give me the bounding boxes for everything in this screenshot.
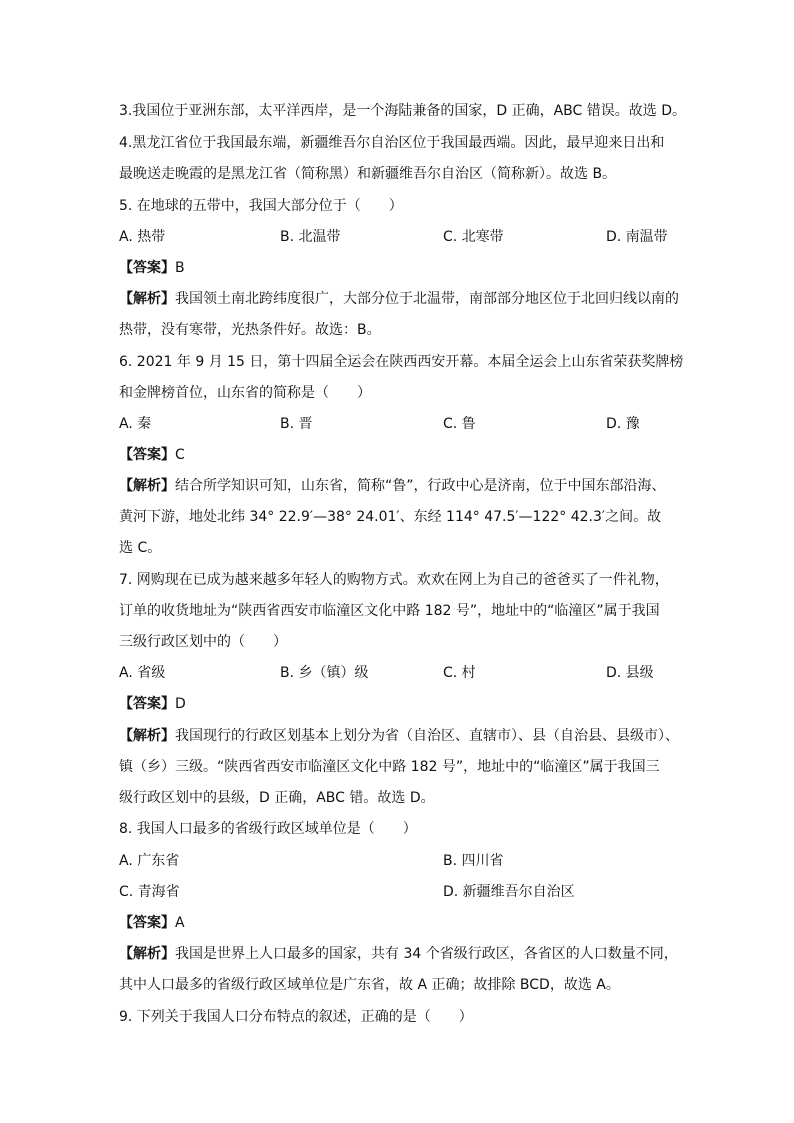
option-d: D. 县级 bbox=[606, 665, 654, 681]
option-c: C. 村 bbox=[443, 665, 476, 681]
analysis-line bbox=[119, 289, 679, 309]
option-a: A. 广东省 bbox=[119, 853, 180, 869]
analysis-label: 【解析】 bbox=[119, 478, 175, 494]
analysis-line bbox=[119, 944, 678, 964]
analysis-line bbox=[119, 476, 666, 496]
answer-line bbox=[119, 258, 185, 278]
analysis-line: 其中人口最多的省级行政区域单位是广东省，故 A 正确；故排除 BCD，故选 A。 bbox=[119, 977, 620, 993]
analysis-line: 黄河下游，地处北纬 34° 22.9′—38° 24.01′、东经 114° 47.5′—122° 42.3′之间。故 bbox=[119, 509, 662, 525]
analysis-text: 结合所学知识可知，山东省，简称“鲁”，行政中心是济南，位于中国东部沿海、 bbox=[175, 478, 666, 494]
question-stem: 7. 网购现在已成为越来越多年轻人的购物方式。欢欢在网上为自己的爸爸买了一件礼物， bbox=[119, 572, 669, 588]
option-b: B. 四川省 bbox=[443, 853, 504, 869]
option-d: D. 新疆维吾尔自治区 bbox=[443, 884, 575, 900]
option-d: D. 南温带 bbox=[606, 229, 668, 245]
question-stem: 5. 在地球的五带中，我国大部分位于（ ） bbox=[119, 198, 403, 214]
analysis-line: 最晚送走晚霞的是黑龙江省（简称黑）和新疆维吾尔自治区（简称新）。故选 B。 bbox=[119, 166, 617, 182]
option-a: A. 秦 bbox=[119, 416, 152, 432]
analysis-text: 我国是世界上人口最多的国家，共有 34 个省级行政区，各省区的人口数量不同， bbox=[175, 946, 678, 962]
answer-value: D bbox=[175, 696, 186, 712]
answer-value: A bbox=[175, 915, 185, 931]
question-stem: 6. 2021 年 9 月 15 日，第十四届全运会在陕西西安开幕。本届全运会上山东省荣获奖牌榜 bbox=[119, 354, 684, 370]
answer-label: 【答案】 bbox=[119, 260, 175, 276]
analysis-line: 4.黑龙江省位于我国最东端，新疆维吾尔自治区位于我国最西端。因此，最早迎来日出和 bbox=[119, 135, 665, 151]
analysis-label: 【解析】 bbox=[119, 728, 175, 744]
analysis-line bbox=[119, 726, 679, 746]
analysis-line: 镇（乡）三级。“陕西省西安市临潼区文化中路 182 号”，地址中的“临潼区”属于我国三 bbox=[119, 759, 660, 775]
analysis-line: 3.我国位于亚洲东部，太平洋西岸，是一个海陆兼备的国家，D 正确，ABC 错误。故选 D。 bbox=[119, 103, 686, 119]
answer-line bbox=[119, 694, 186, 714]
answer-line bbox=[119, 913, 185, 933]
question-stem: 订单的收货地址为“陕西省西安市临潼区文化中路 182 号”，地址中的“临潼区”属于我国 bbox=[119, 603, 660, 619]
option-b: B. 乡（镇）级 bbox=[280, 665, 369, 681]
question-stem: 三级行政区划中的（ ） bbox=[119, 634, 287, 650]
analysis-line: 热带，没有寒带，光热条件好。故选：B。 bbox=[119, 322, 381, 338]
option-c: C. 鲁 bbox=[443, 416, 476, 432]
analysis-text: 我国领土南北跨纬度很广，大部分位于北温带，南部部分地区位于北回归线以南的 bbox=[175, 291, 679, 307]
answer-line bbox=[119, 445, 185, 465]
option-b: B. 晋 bbox=[280, 416, 313, 432]
question-stem: 和金牌榜首位，山东省的简称是（ ） bbox=[119, 385, 371, 401]
option-c: C. 北寒带 bbox=[443, 229, 504, 245]
option-a: A. 热带 bbox=[119, 229, 166, 245]
option-b: B. 北温带 bbox=[280, 229, 341, 245]
option-c: C. 青海省 bbox=[119, 884, 180, 900]
answer-label: 【答案】 bbox=[119, 696, 175, 712]
analysis-label: 【解析】 bbox=[119, 946, 175, 962]
analysis-line: 级行政区划中的县级，D 正确，ABC 错。故选 D。 bbox=[119, 790, 435, 806]
question-stem: 8. 我国人口最多的省级行政区域单位是（ ） bbox=[119, 821, 417, 837]
option-a: A. 省级 bbox=[119, 665, 166, 681]
answer-label: 【答案】 bbox=[119, 447, 175, 463]
answer-value: B bbox=[175, 260, 185, 276]
analysis-line: 选 C。 bbox=[119, 540, 162, 556]
answer-label: 【答案】 bbox=[119, 915, 175, 931]
question-stem: 9. 下列关于我国人口分布特点的叙述，正确的是（ ） bbox=[119, 1009, 473, 1025]
analysis-label: 【解析】 bbox=[119, 291, 175, 307]
option-d: D. 豫 bbox=[606, 416, 640, 432]
analysis-text: 我国现行的行政区划基本上划分为省（自治区、直辖市）、县（自治县、县级市）、 bbox=[175, 728, 679, 744]
answer-value: C bbox=[175, 447, 185, 463]
